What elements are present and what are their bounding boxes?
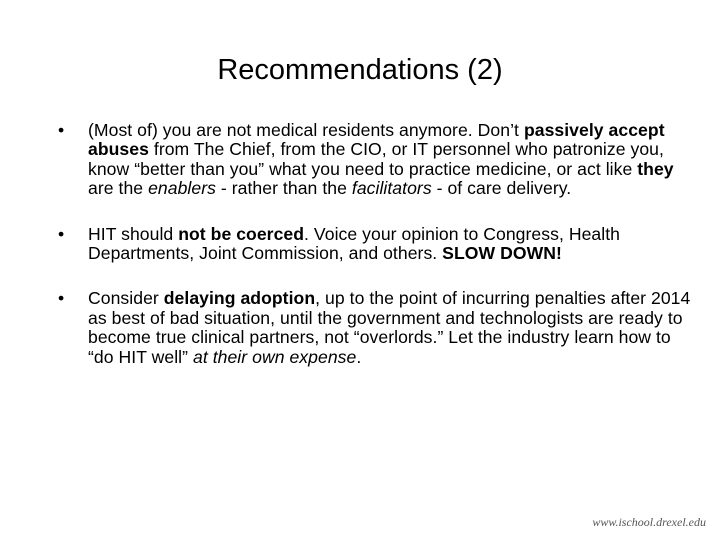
bullet-list	[58, 121, 698, 393]
bullet-text: , up to the point of incurring penalties after 2014 as best of bad situation, until the government and technologists are ready to become true clinical partners, not “overlords.” Let the industry learn how to “do HIT well”	[88, 288, 691, 367]
footer-url: www.ischool.drexel.edu	[592, 515, 706, 529]
bullet-dot: •	[58, 288, 65, 309]
bullet-text: - of care delivery.	[431, 178, 572, 199]
bullet-italic: facilitators	[351, 178, 432, 199]
bullet-italic: at their own expense	[192, 346, 357, 367]
bullet-text: . Voice your opinion to Congress, Health Departments, Joint Commission, and others.	[88, 223, 620, 264]
bullet-italic: enablers	[148, 178, 216, 199]
bullet-emphasis: they	[637, 158, 674, 179]
bullet-item-3	[58, 289, 698, 367]
bullet-text: are the	[88, 178, 149, 199]
bullet-text: from The Chief, from the CIO, or IT personnel who patronize you, know “better than you” what you need to practice medicine, or act like	[88, 139, 664, 179]
bullet-dot: •	[58, 120, 65, 140]
bullet-text: HIT should	[88, 223, 179, 244]
bullet-text: - rather than the	[215, 178, 352, 199]
bullet-emphasis: not be coerced	[178, 223, 305, 244]
slide-title: Recommendations (2)	[217, 54, 503, 86]
bullet-text: Consider	[88, 288, 164, 309]
bullet-emphasis: passively accept abuses	[88, 120, 665, 160]
bullet-emphasis: SLOW DOWN!	[442, 243, 562, 264]
bullet-text: .	[356, 346, 362, 367]
bullet-emphasis: delaying adoption	[163, 288, 316, 309]
bullet-item-1	[58, 121, 698, 199]
bullet-text: (Most of) you are not medical residents anymore. Don’t	[88, 120, 524, 140]
bullet-dot: •	[58, 223, 65, 244]
bullet-item-2	[58, 225, 698, 264]
